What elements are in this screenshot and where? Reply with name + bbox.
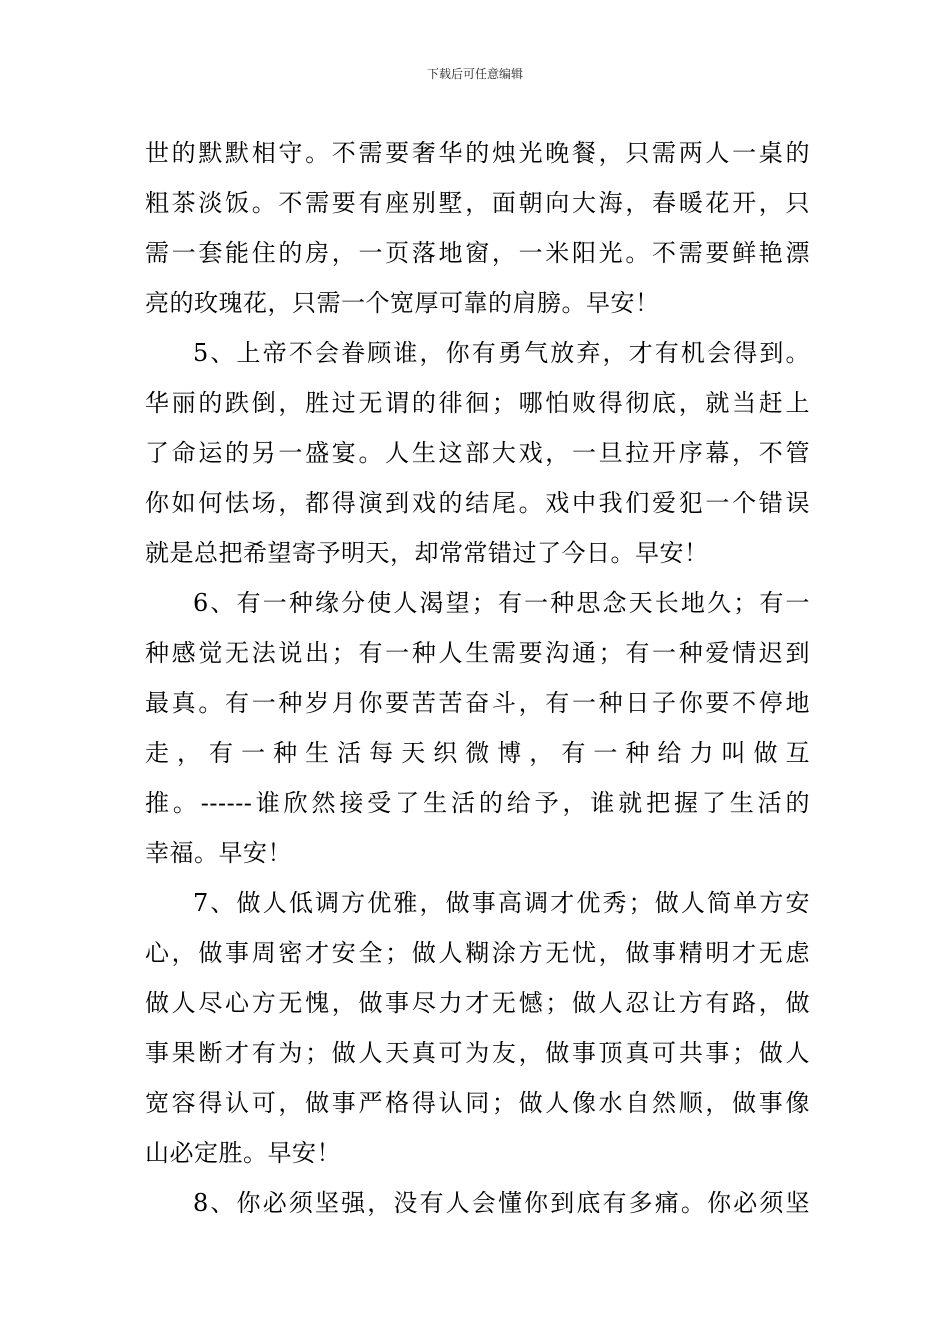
text-line: 世的默默相守。不需要奢华的烛光晚餐，只需两人一桌的 [145,139,810,167]
text-line: 5、上帝不会眷顾谁，你有勇气放弃，才有机会得到。 [193,339,810,367]
paragraph-continuation [145,128,810,328]
text-line: 种感觉无法说出；有一种人生需要沟通；有一种爱情迟到 [145,639,810,667]
text-line: 事果断才有为；做人天真可为友，做事顶真可共事；做人 [145,1039,810,1067]
text-line: 走，有一种生活每天织微博，有一种给力叫做互 [145,739,810,767]
text-line: 推。------谁欣然接受了生活的给予，谁就把握了生活的 [145,789,810,817]
text-line: 亮的玫瑰花，只需一个宽厚可靠的肩膀。早安！ [145,289,660,317]
text-line: 华丽的跌倒，胜过无谓的徘徊；哪怕败得彻底，就当赶上 [145,389,810,417]
text-line: 8、你必须坚强，没有人会懂你到底有多痛。你必须坚 [193,1189,810,1217]
text-line: 心，做事周密才安全；做人糊涂方无忧，做事精明才无虑 [145,939,810,967]
text-line: 就是总把希望寄予明天，却常常错过了今日。早安！ [145,539,709,567]
text-line: 了命运的另一盛宴。人生这部大戏，一旦拉开序幕，不管 [145,439,810,467]
paragraph-8 [145,1178,810,1228]
text-line: 6、有一种缘分使人渴望；有一种思念天长地久；有一 [193,589,810,617]
text-line: 需一套能住的房，一页落地窗，一米阳光。不需要鲜艳漂 [145,239,810,267]
paragraph-6 [145,578,810,878]
document-body [145,128,810,1228]
text-line: 粗茶淡饭。不需要有座别墅，面朝向大海，春暖花开，只 [145,189,810,217]
text-line: 7、做人低调方优雅，做事高调才优秀；做人简单方安 [193,889,810,917]
text-line: 山必定胜。早安！ [145,1139,341,1167]
page-header: 下载后可任意编辑 [426,67,523,81]
text-line: 最真。有一种岁月你要苦苦奋斗，有一种日子你要不停地 [145,689,810,717]
text-line: 宽容得认可，做事严格得认同；做人像水自然顺，做事像 [145,1089,810,1117]
text-line: 你如何怯场，都得演到戏的结尾。戏中我们爱犯一个错误 [145,489,810,517]
paragraph-5 [145,328,810,578]
paragraph-7 [145,878,810,1178]
text-line: 做人尽心方无愧，做事尽力才无憾；做人忍让方有路，做 [145,989,810,1017]
text-line: 幸福。早安！ [145,839,292,867]
